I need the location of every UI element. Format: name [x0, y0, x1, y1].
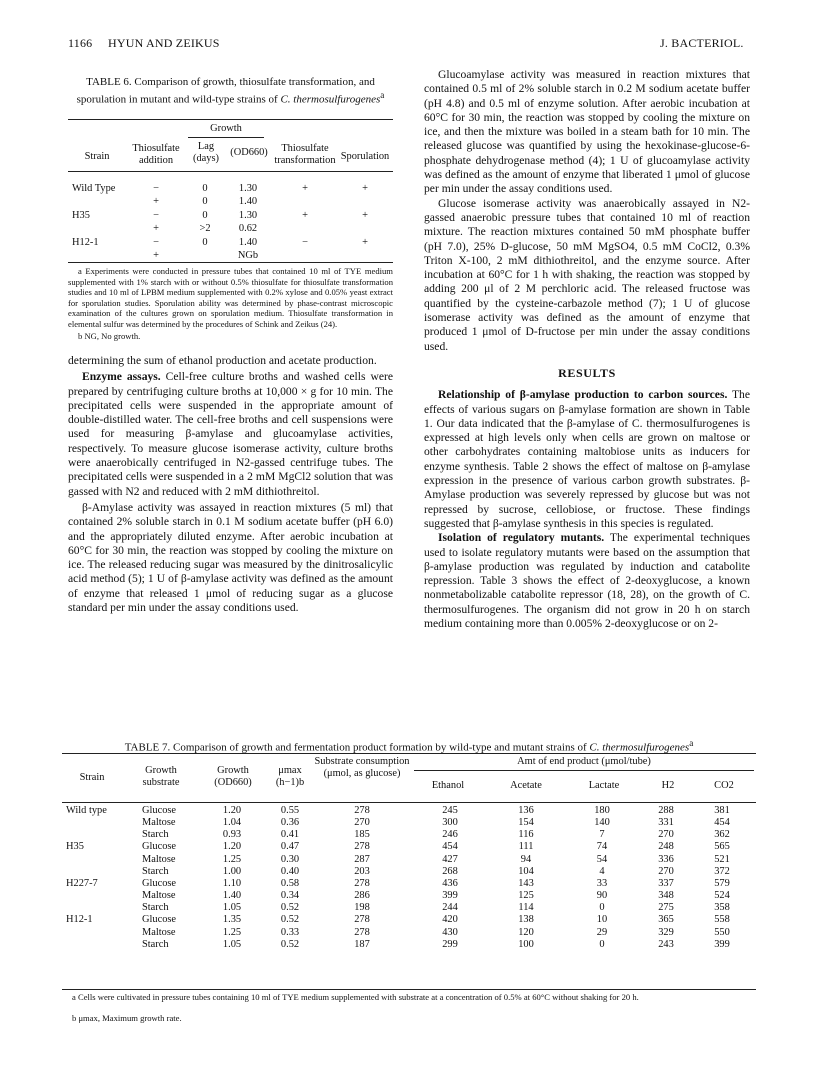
table6-header-growth: Growth [210, 123, 242, 134]
table7-cell-acetate: 111 [518, 841, 534, 853]
table7-cell-growth: 0.93 [222, 829, 242, 841]
table7-cell-h2: 270 [658, 865, 674, 877]
table7-cell-growth: 1.20 [222, 841, 242, 853]
table6-cell-lag: 0 [202, 236, 208, 248]
table7-cell-substrate: Maltose [142, 817, 176, 829]
table7-cell-growth: 1.00 [222, 865, 242, 877]
table6-cell-od: 1.30 [238, 183, 258, 194]
table7-cell-acetate: 120 [518, 926, 534, 938]
regulatory-mutants-paragraph [424, 531, 750, 631]
table6-caption [68, 76, 393, 107]
table7-cell-h2: 329 [658, 926, 674, 938]
table6-caption-line1: TABLE 6. Comparison of growth, thiosulfate transformation, and [86, 76, 375, 88]
table7-cell-substrate: Starch [142, 865, 169, 877]
results-heading: RESULTS [558, 365, 616, 380]
table7-cell-growth: 1.05 [222, 902, 242, 914]
table7-cell-consumption: 270 [354, 817, 370, 829]
table7-cell-consumption: 278 [354, 841, 370, 853]
table7-cell-co2: 399 [714, 938, 730, 950]
table7-cell-co2: 372 [714, 865, 730, 877]
table6-cell-sporulation: + [362, 236, 368, 248]
table7-header-ethanol: Ethanol [431, 780, 465, 791]
table7-header-acetate: Acetate [510, 780, 542, 791]
table7-cell-mumax: 0.52 [280, 902, 300, 914]
table6-cell-addition: − [153, 236, 159, 248]
table7-cell-h2: 337 [658, 877, 674, 889]
table7-cell-ethanol: 299 [442, 938, 458, 950]
table7-cell-co2: 454 [714, 817, 730, 829]
table6-cell-od: 1.40 [238, 236, 258, 248]
table7-caption-footnote-mark: a [689, 738, 694, 748]
table7-cell-co2: 558 [714, 914, 730, 926]
table6-top-rule [68, 119, 393, 120]
table7-cell-consumption: 203 [354, 865, 370, 877]
table7-bottom-rule [62, 989, 756, 990]
table7-cell-lactate: 33 [596, 877, 608, 889]
carbon-sources-text: The effects of various sugars on β-amylase formation are shown in Table 1. Our data indicated that the β-amylase of C. thermosulfurogenes is expressed at high levels only when cells are grown on maltose or other carbohydrates containing maltobiose units as inducers for enzyme synthesis. Table 2 shows the effect of maltose on β-amylase expression in the presence of various carbon growth substrates. β-Amylase production was severely repressed by glucose but was not repressed by sucrose, cellobiose, or fructose. These findings suggested that β-amylase synthesis in this species is regulated. [424, 388, 750, 530]
table6-header-transformation: Thiosulfate transformation [274, 143, 336, 166]
table7-cell-co2: 579 [714, 877, 730, 889]
table7-header-group: Amt of end product (μmol/tube) [517, 756, 651, 767]
table7-cell-substrate: Maltose [142, 853, 176, 865]
running-authors: HYUN AND ZEIKUS [108, 36, 220, 50]
table7-cell-ethanol: 454 [442, 841, 458, 853]
table7-footnote-b: b μmax, Maximum growth rate. [72, 1013, 182, 1023]
table7-cell-acetate: 154 [518, 817, 534, 829]
table7-cell-ethanol: 420 [442, 914, 458, 926]
table6-footnote-a: a Experiments were conducted in pressure tubes that contained 10 ml of TYE medium supplemented with 1% starch with or without 0.5% thiosulfate for thiosulfate transformation studies and 10 ml of LPBM medium supplemented with 0.2% xylose and 0.05% yeast extract for sporulation studies. Sporulation ability was determined by phase-contrast microscopic examination of the cultures grown on sporulation medium. Thiosulfate transformation in elemental sulfur was determined by the procedures of Schink and Zeikus (24). [68, 266, 393, 329]
table6-cell-sporulation: + [362, 183, 368, 194]
carbon-sources-heading: Relationship of β-amylase production to carbon sources. [438, 388, 728, 402]
regulatory-mutants-text: The experimental techniques used to isolate regulatory mutants were based on the assumption that β-amylase production was regulated by induction and catabolite repression. Table 3 shows the effect of 2-deoxyglucose, a known nonmetabolizable catabolite repressor (18, 28), on the growth of C. thermosulfurogenes. The organism did not grow in 20 h on starch medium containing more than 0.005% 2-deoxyglucose or on 2- [424, 531, 750, 630]
table7-cell-mumax: 0.47 [280, 841, 300, 853]
table7-header-lactate: Lactate [588, 780, 620, 791]
table6-cell-od: 1.30 [238, 209, 258, 221]
table7-cell-lactate: 4 [599, 865, 605, 877]
table6-cell-lag: 0 [202, 196, 208, 208]
table7-cell-mumax: 0.55 [280, 805, 300, 816]
table6-cell-transformation: + [302, 183, 308, 194]
table7-cell-ethanol: 399 [442, 890, 458, 902]
glucose-isomerase-paragraph: Glucose isomerase activity was anaerobically assayed in N2-gassed anaerobic pressure tubes that contained 10 ml of reaction mixture. The reaction mixtures contained 50 mM phosphate buffer (pH 7.0), 25% D-glucose, 50 mM MgSO4, 0.5 mM CoCl2, 0.3% Triton X-100, 2 mM dithiothreitol, and the enzyme source. After incubation at 60°C for 1 h with shaking, the reaction was stopped by adding 200 μl of 2 M perchloric acid. The released fructose was quantified by the cysteine-carbazole method (7); 1 U of glucose isomerase activity was defined as the amount of enzyme that produced 1 μmol of D-fructose per min under the assay conditions used. [424, 196, 750, 353]
table7-cell-co2: 358 [714, 902, 730, 914]
table7-cell-h2: 270 [658, 829, 674, 841]
table6-header-sporulation: Sporulation [340, 151, 390, 162]
table7-cell-substrate: Glucose [142, 805, 177, 816]
table7-header-co2: CO2 [714, 780, 734, 791]
table7-cell-co2: 565 [714, 841, 730, 853]
table7-cell-mumax: 0.52 [280, 938, 300, 950]
table7-cell-substrate: Starch [142, 902, 169, 914]
table7-cell-lactate: 74 [596, 841, 608, 853]
table7-cell-consumption: 286 [354, 890, 370, 902]
table7-cell-ethanol: 268 [442, 865, 458, 877]
table7-cell-consumption: 187 [354, 938, 370, 950]
table7-cell-strain: H227-7 [66, 877, 98, 889]
table6-cell-addition: − [153, 209, 159, 221]
table7-cell-lactate: 7 [599, 829, 605, 841]
table7-cell-co2: 550 [714, 926, 730, 938]
enzyme-assays-text: Cell-free culture broths and washed cells were prepared by centrifuging culture broths at 10,000 × g for 10 min. The precipitated cells were suspended in the appropriate amount of double-distilled water. The cell-free broths and cell suspensions were used for measuring β-amylase and glucoamylase activities, respectively. To measure glucose isomerase activity, culture broths were anaerobically centrifuged in N2-gassed centrifuge tubes. The precipitated cells were suspended in a 2 mM MgCl2 solution that was gassed with N2 and reduced with 2 mM dithiothreitol. [68, 370, 393, 498]
table7-cell-mumax: 0.52 [280, 914, 300, 926]
table7-cell-growth: 1.05 [222, 938, 242, 950]
table7-header-mumax: μmax (h−1)b [275, 765, 305, 788]
table7-header-growth: Growth (OD660) [214, 765, 252, 788]
table7-cell-ethanol: 427 [442, 853, 458, 865]
table7-caption-organism: C. thermosulfurogenes [589, 741, 690, 754]
table7-cell-mumax: 0.30 [280, 853, 300, 865]
table7-cell-lactate: 10 [596, 914, 608, 926]
table7-cell-substrate: Starch [142, 829, 169, 841]
table7-cell-lactate: 140 [594, 817, 610, 829]
table7-cell-co2: 524 [714, 890, 730, 902]
table7-cell-strain: H35 [66, 841, 84, 853]
table6-cell-strain: Wild Type [72, 183, 116, 194]
table7-cell-mumax: 0.41 [280, 829, 300, 841]
table7-header-strain: Strain [79, 772, 105, 783]
table6-cell-addition: + [153, 223, 159, 235]
journal-name: J. BACTERIOL. [660, 36, 744, 50]
table7-cell-h2: 331 [658, 817, 674, 829]
table7-cell-ethanol: 430 [442, 926, 458, 938]
table6-header-lag: Lag (days) [193, 141, 219, 164]
table7-cell-substrate: Starch [142, 938, 169, 950]
table7-cell-acetate: 116 [518, 829, 534, 841]
table7-cell-strain: Wild type [66, 805, 107, 816]
table6-cell-transformation: + [302, 209, 308, 221]
table7-cell-ethanol: 436 [442, 877, 458, 889]
table7-cell-acetate: 125 [518, 890, 534, 902]
table7-cell-consumption: 278 [354, 805, 370, 816]
table7-cell-growth: 1.40 [222, 890, 242, 902]
table7-cell-ethanol: 245 [442, 805, 458, 816]
table7-cell-lactate: 0 [599, 938, 605, 950]
table7-cell-acetate: 138 [518, 914, 534, 926]
table6-footnote-b: b NG, No growth. [78, 331, 141, 341]
table7-cell-mumax: 0.58 [280, 877, 300, 889]
page-number: 1166 [68, 36, 93, 50]
table7-cell-substrate: Glucose [142, 841, 177, 853]
table6-cell-od: 0.62 [238, 223, 258, 235]
table7-cell-h2: 348 [658, 890, 674, 902]
table7-header-h2: H2 [661, 780, 675, 791]
table7-cell-strain: H12-1 [66, 914, 93, 926]
table7-cell-mumax: 0.36 [280, 817, 300, 829]
table7-cell-growth: 1.25 [222, 926, 242, 938]
table7-cell-lactate: 0 [599, 902, 605, 914]
table6-growth-rule [188, 137, 264, 138]
table7-cell-h2: 288 [658, 805, 674, 816]
table7-cell-substrate: Glucose [142, 877, 177, 889]
table6-header-od: (OD660) [230, 147, 268, 158]
table7-cell-acetate: 114 [518, 902, 534, 914]
table7-cell-consumption: 278 [354, 926, 370, 938]
table7-cell-co2: 381 [714, 805, 730, 816]
table7-cell-consumption: 198 [354, 902, 370, 914]
table7-cell-growth: 1.20 [222, 805, 242, 816]
table7-cell-ethanol: 300 [442, 817, 458, 829]
table6-cell-od: NGb [237, 250, 259, 261]
left-paragraph-1: determining the sum of ethanol production and acetate production. [68, 354, 377, 367]
table7-cell-growth: 1.10 [222, 877, 242, 889]
table6-cell-od: 1.40 [238, 196, 258, 208]
table7-cell-ethanol: 246 [442, 829, 458, 841]
table7-cell-mumax: 0.40 [280, 865, 300, 877]
right-column [424, 68, 750, 631]
table7-header-substrate: Growth substrate [142, 765, 180, 788]
table7-cell-consumption: 278 [354, 914, 370, 926]
table7-cell-h2: 365 [658, 914, 674, 926]
table7-cell-lactate: 90 [596, 890, 608, 902]
table6-cell-strain: H35 [72, 209, 90, 221]
table6-cell-addition: + [153, 196, 159, 208]
table7-cell-acetate: 94 [520, 853, 532, 865]
table7-cell-h2: 248 [658, 841, 674, 853]
table6-caption-line2: sporulation in mutant and wild-type strains of [76, 93, 278, 106]
table6-cell-lag: 0 [202, 183, 208, 194]
carbon-sources-paragraph [424, 388, 750, 531]
table6-caption-organism: C. thermosulfurogenes [280, 93, 381, 106]
table7-cell-substrate: Maltose [142, 926, 176, 938]
table7-cell-h2: 336 [658, 853, 674, 865]
table7-cell-mumax: 0.34 [280, 890, 300, 902]
table7-caption [62, 737, 756, 755]
table6-header-strain: Strain [84, 151, 110, 162]
table6-cell-addition: + [153, 250, 159, 261]
table7-cell-acetate: 143 [518, 877, 534, 889]
table7-cell-consumption: 185 [354, 829, 370, 841]
glucoamylase-paragraph: Glucoamylase activity was measured in reaction mixtures that contained 0.5 ml of 2% soluble starch in 0.2 M sodium acetate buffer (pH 4.8) and 0.5 ml of enzyme solution. After aerobic incubation at 60°C for 30 min, the reaction was stopped by cooling the mixture on ice, and then the mixture was boiled in a steam bath for 10 min. The released glucose was quantified by using the hexokinase-glucose-6-phosphate dehydrogenase method (4); 1 U of glucoamylase activity was defined as the amount of enzyme that liberated 1 μmol of glucose per min under the assay conditions used. [424, 68, 750, 196]
table7-cell-acetate: 104 [518, 865, 534, 877]
table7-cell-consumption: 287 [354, 853, 370, 865]
table6-cell-lag: >2 [199, 223, 211, 235]
table6-header-rule [68, 171, 393, 172]
enzyme-assays-heading: Enzyme assays. [82, 370, 161, 384]
table7-header-consumption: Substrate consumption (μmol, as glucose) [314, 756, 410, 779]
table7-footnote-a: a Cells were cultivated in pressure tubes containing 10 ml of TYE medium supplemented with substrate at a concentration of 0.5% at 60°C without shaking for 20 h. [72, 992, 639, 1002]
table7-cell-co2: 362 [714, 829, 730, 841]
left-column [68, 354, 393, 615]
table7-cell-growth: 1.35 [222, 914, 242, 926]
table7-cell-h2: 275 [658, 902, 674, 914]
table7-cell-lactate: 180 [594, 805, 610, 816]
table7-group-rule [414, 770, 754, 771]
table6-cell-transformation: − [302, 236, 308, 248]
table6-cell-lag: 0 [202, 209, 208, 221]
table6-header-addition: Thiosulfate addition [132, 143, 180, 166]
table7-cell-substrate: Glucose [142, 914, 177, 926]
table6-bottom-rule [68, 262, 393, 263]
table7-cell-lactate: 29 [596, 926, 608, 938]
table7-caption-text: TABLE 7. Comparison of growth and fermentation product formation by wild-type and mutant strains of [124, 741, 587, 754]
table7-cell-growth: 1.04 [222, 817, 242, 829]
table7-cell-ethanol: 244 [442, 902, 458, 914]
table6-cell-strain: H12-1 [72, 236, 99, 248]
table7-cell-mumax: 0.33 [280, 926, 300, 938]
table7-cell-growth: 1.25 [222, 853, 242, 865]
table7-cell-h2: 243 [658, 938, 674, 950]
table7-cell-substrate: Maltose [142, 890, 176, 902]
table7-cell-acetate: 136 [518, 805, 534, 816]
table7-cell-co2: 521 [714, 853, 730, 865]
table7-cell-lactate: 54 [596, 853, 608, 865]
enzyme-assays-paragraph [68, 370, 393, 499]
table7-cell-consumption: 278 [354, 877, 370, 889]
table7-cell-acetate: 100 [518, 938, 534, 950]
table7-top-rule [62, 753, 756, 754]
table6-cell-addition: − [153, 183, 159, 194]
table6-cell-sporulation: + [362, 209, 368, 221]
beta-amylase-assay-paragraph: β-Amylase activity was assayed in reaction mixtures (5 ml) that contained 2% soluble starch in 0.1 M sodium acetate buffer (pH 6.0) and the appropriately diluted enzyme. After aerobic incubation at 60°C for 30 min, the reaction was stopped by cooling the mixture on ice. The released reducing sugar was measured by the dinitrosalicylic acid method (5); 1 U of β-amylase activity was defined as the amount of enzyme that released 1 μmol of reducing sugar as a glucose standard per min under the assay conditions used. [68, 500, 393, 615]
regulatory-mutants-heading: Isolation of regulatory mutants. [438, 531, 605, 545]
table6-caption-footnote-mark: a [380, 90, 385, 100]
table7-header-rule [62, 802, 756, 803]
